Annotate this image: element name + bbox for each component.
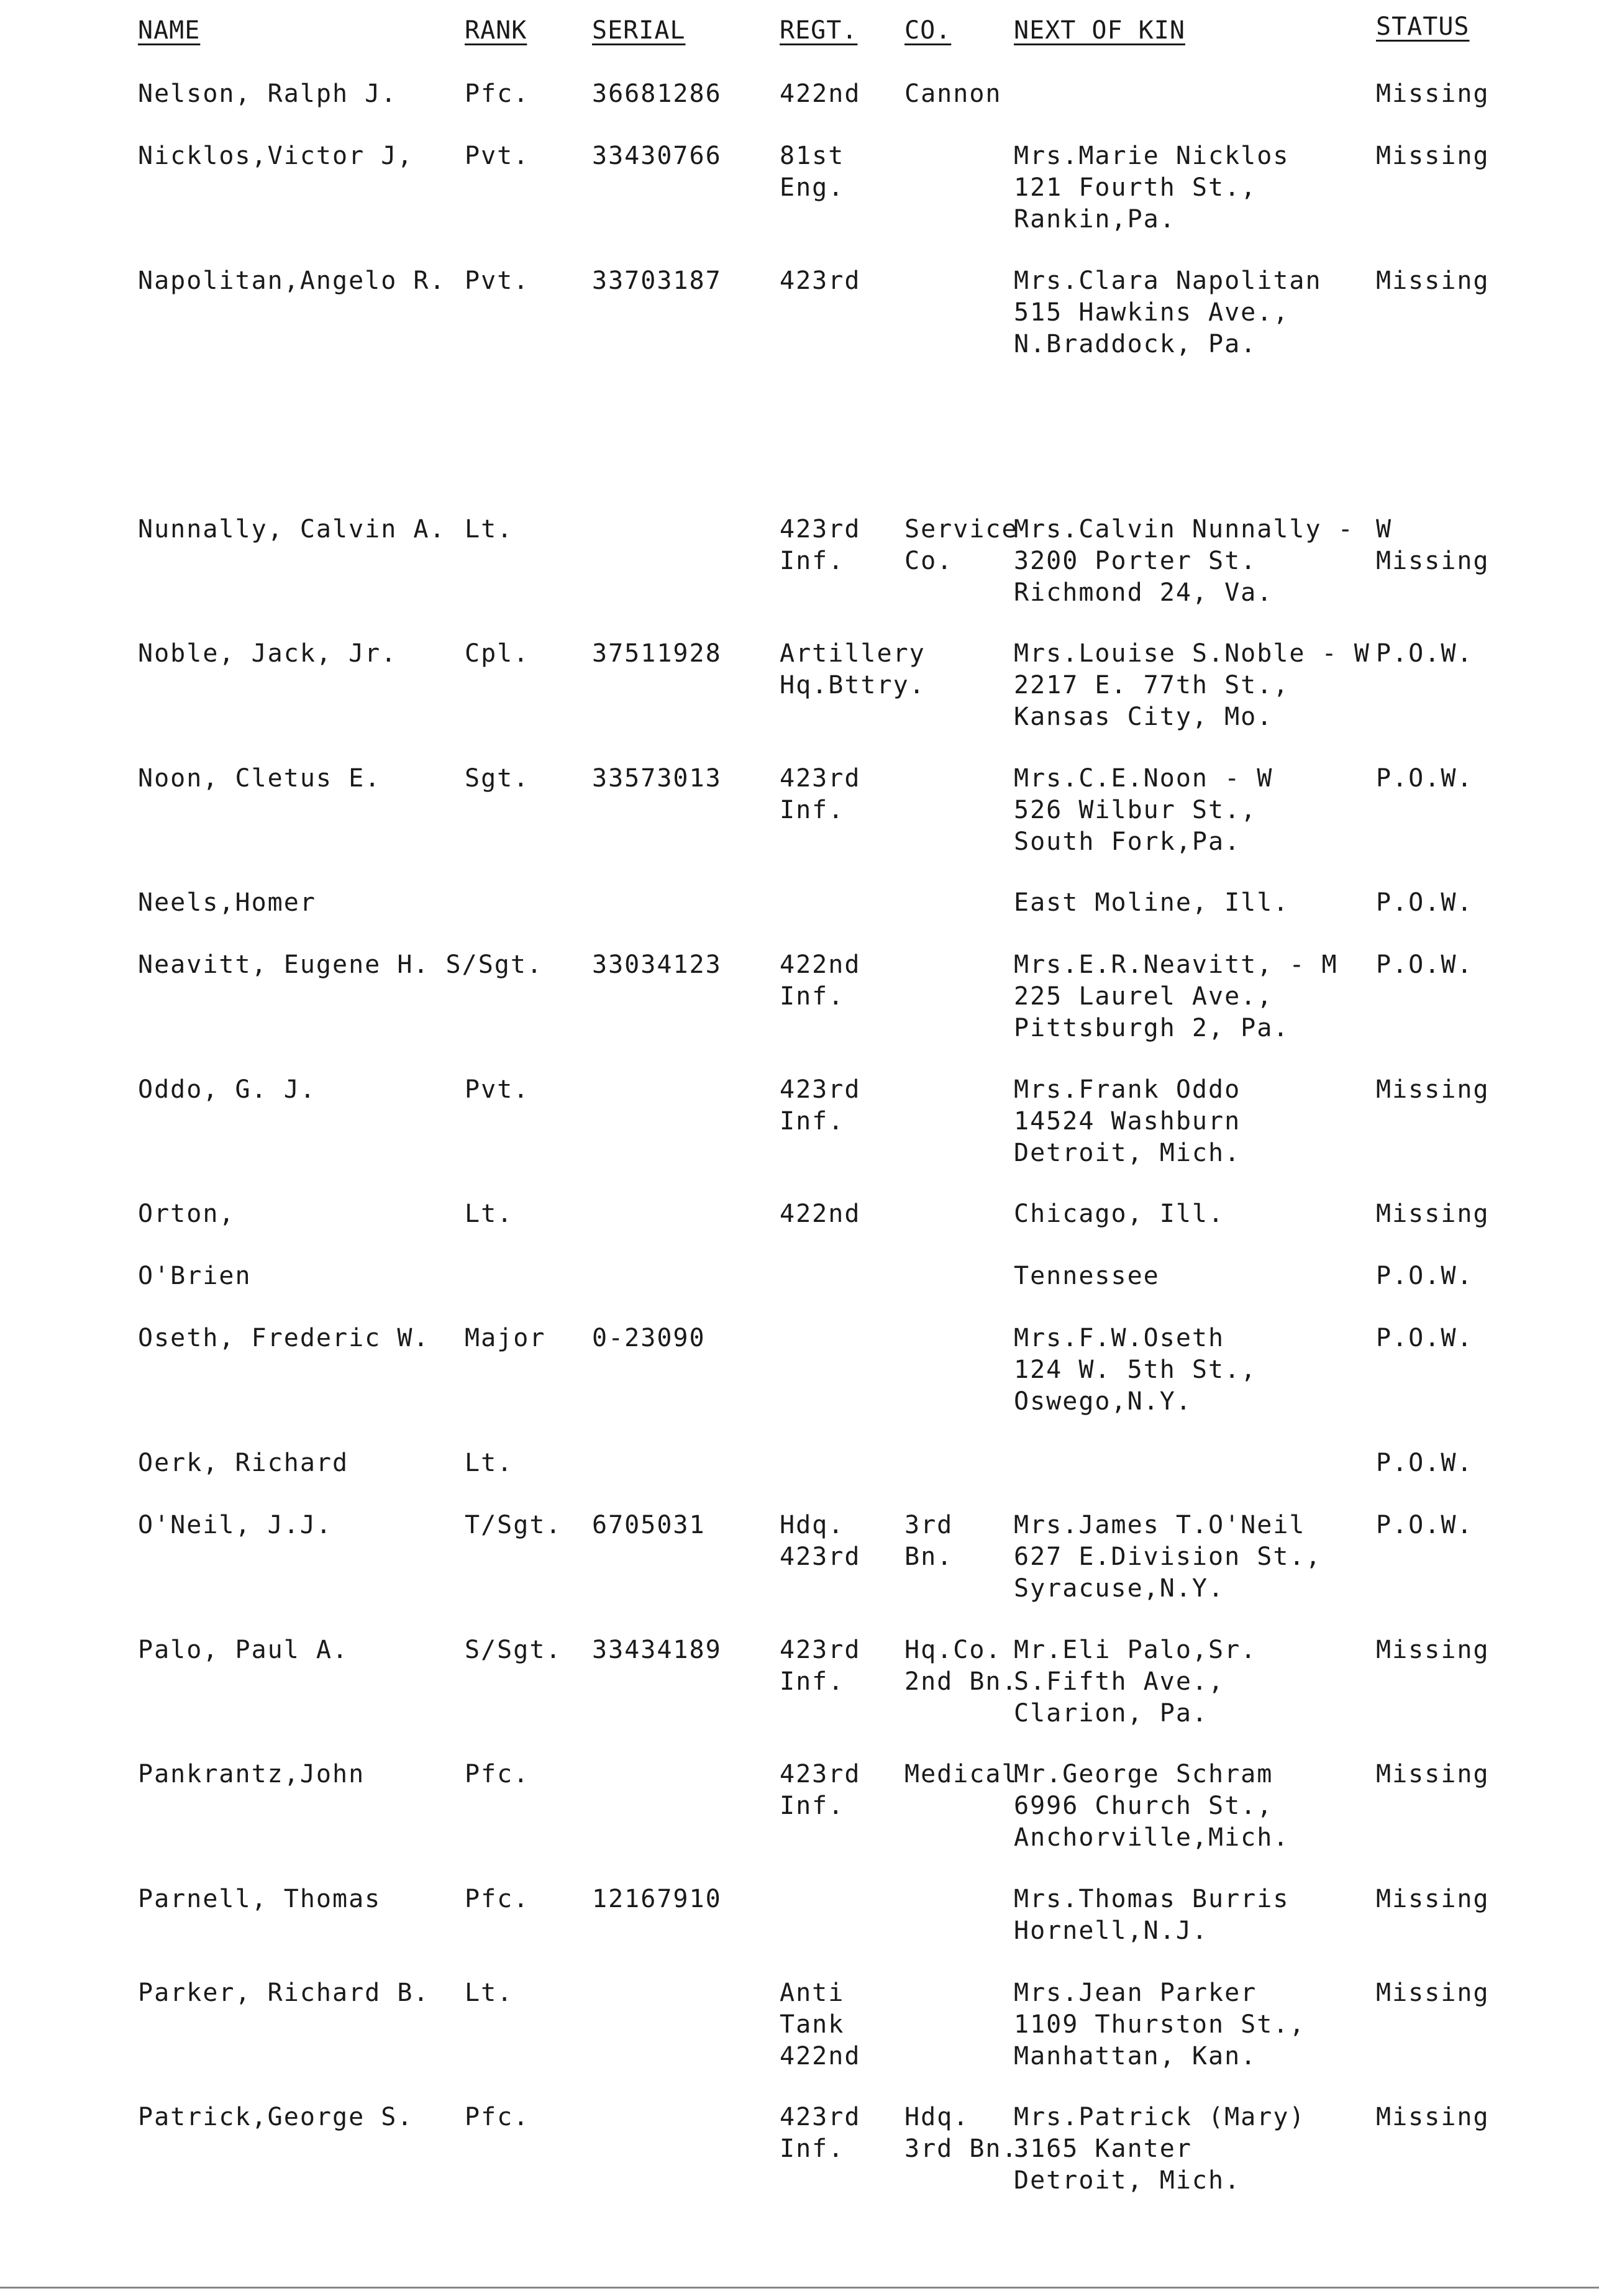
regt-cell-line: 422nd [780, 2042, 861, 2070]
co-cell-line: Service [904, 515, 1018, 544]
rank-cell: Lt. [465, 515, 514, 544]
header-rank: RANK [465, 16, 527, 45]
regt-cell-line: 423rd [780, 1760, 861, 1788]
status-cell [1376, 638, 1474, 670]
name-cell: Orton, [138, 1200, 235, 1228]
status-cell-line: P.O.W. [1376, 888, 1474, 917]
regt-cell-line: Artillery [780, 639, 926, 668]
rank-cell: Pvt. [465, 1075, 530, 1104]
next-of-kin-cell-line: South Fork,Pa. [1014, 827, 1241, 856]
regt-cell [780, 1977, 860, 2072]
co-cell [904, 1634, 1018, 1698]
rank-cell: Lt. [465, 1200, 514, 1228]
name-cell: Noble, Jack, Jr. [138, 639, 398, 668]
status-cell-line: P.O.W. [1376, 764, 1474, 793]
regt-cell [780, 1074, 860, 1137]
regt-cell-line: Inf. [780, 547, 845, 575]
next-of-kin-cell-line: 1109 Thurston St., [1014, 2010, 1306, 2039]
next-of-kin-cell-line: Mrs.Frank Oddo [1014, 1075, 1241, 1104]
next-of-kin-cell-line: Mrs.Calvin Nunnally - [1014, 515, 1354, 544]
status-cell [1376, 887, 1474, 919]
header-name: NAME [138, 16, 201, 45]
header-regt: REGT. [780, 16, 858, 45]
name-cell: Oerk, Richard [138, 1449, 349, 1477]
next-of-kin-cell-line: Hornell,N.J. [1014, 1916, 1208, 1945]
next-of-kin-cell-line: 124 W. 5th St., [1014, 1355, 1257, 1384]
co-cell [904, 1759, 1018, 1790]
rank-cell: T/Sgt. [465, 1511, 562, 1539]
status-cell-line: Missing [1376, 266, 1490, 295]
status-cell [1376, 78, 1490, 110]
regt-cell-line: 423rd [780, 1075, 861, 1104]
status-cell [1376, 1977, 1490, 2009]
regt-cell [780, 265, 860, 297]
status-cell-line: Missing [1376, 1885, 1490, 1913]
serial-cell: 33703187 [592, 266, 722, 295]
next-of-kin-cell-line: Mrs.Patrick (Mary) [1014, 2103, 1306, 2131]
next-of-kin-cell-line: 225 Laurel Ave., [1014, 982, 1273, 1011]
next-of-kin-cell-line: Mrs.C.E.Noon - W [1014, 764, 1273, 793]
next-of-kin-cell-line: 14524 Washburn [1014, 1107, 1241, 1136]
regt-cell-line: 81st [780, 142, 845, 170]
co-cell [904, 1510, 953, 1573]
status-cell-line: Missing [1376, 142, 1490, 170]
co-cell-line: 3rd Bn. [904, 2134, 1018, 2163]
status-cell [1376, 1074, 1490, 1106]
rank-cell: Pfc. [465, 80, 530, 108]
next-of-kin-cell-line: Detroit, Mich. [1014, 2166, 1241, 2195]
regt-cell [780, 763, 860, 826]
regt-cell-line: Inf. [780, 796, 845, 824]
regt-cell-line: Hq.Bttry. [780, 671, 926, 699]
status-cell [1376, 1759, 1490, 1790]
next-of-kin-cell-line: 526 Wilbur St., [1014, 796, 1257, 824]
header-co: CO. [904, 16, 952, 45]
regt-cell [780, 1510, 860, 1573]
status-cell [1376, 1447, 1474, 1479]
next-of-kin-cell-line: 627 E.Division St., [1014, 1542, 1322, 1571]
co-cell-line: Co. [904, 547, 954, 575]
next-of-kin-cell [1014, 140, 1289, 235]
serial-cell: 33034123 [592, 950, 722, 979]
next-of-kin-cell [1014, 514, 1354, 609]
status-cell [1376, 1260, 1474, 1292]
regt-cell [780, 1198, 860, 1230]
status-cell [1376, 2102, 1490, 2133]
co-cell-line: Cannon [904, 80, 1002, 108]
next-of-kin-cell [1014, 1510, 1322, 1605]
next-of-kin-cell [1014, 2102, 1305, 2197]
next-of-kin-cell-line: Mrs.F.W.Oseth [1014, 1324, 1225, 1352]
regt-cell-line: Inf. [780, 982, 845, 1011]
status-cell [1376, 1510, 1474, 1541]
regt-cell-line: 423rd [780, 764, 861, 793]
next-of-kin-cell-line: Rankin,Pa. [1014, 205, 1176, 234]
name-cell: Neavitt, Eugene H. S/Sgt. [138, 950, 544, 979]
next-of-kin-cell-line: Tennessee [1014, 1262, 1160, 1290]
status-cell [1376, 763, 1474, 795]
next-of-kin-cell-line: Mr.Eli Palo,Sr. [1014, 1636, 1257, 1664]
regt-cell-line: 423rd [780, 2103, 861, 2131]
next-of-kin-cell-line: 121 Fourth St., [1014, 173, 1257, 202]
name-cell: Oddo, G. J. [138, 1075, 316, 1104]
next-of-kin-cell-line: Mrs.Marie Nicklos [1014, 142, 1290, 170]
next-of-kin-cell-line: 2217 E. 77th St., [1014, 671, 1290, 699]
regt-cell-line: Hdq. [780, 1511, 845, 1539]
next-of-kin-cell [1014, 1323, 1257, 1418]
rank-cell: Major [465, 1324, 546, 1352]
serial-cell: 33434189 [592, 1636, 722, 1664]
rank-cell: Pvt. [465, 142, 530, 170]
status-cell-line: Missing [1376, 1760, 1490, 1788]
next-of-kin-cell [1014, 1074, 1241, 1169]
next-of-kin-cell-line: 515 Hawkins Ave., [1014, 298, 1290, 327]
name-cell: Parnell, Thomas [138, 1885, 381, 1913]
status-cell-line: Missing [1376, 2103, 1490, 2131]
serial-cell: 0-23090 [592, 1324, 706, 1352]
rank-cell: Pvt. [465, 266, 530, 295]
co-cell-line: 3rd [904, 1511, 954, 1539]
header-next-of-kin: NEXT OF KIN [1014, 16, 1185, 45]
next-of-kin-cell-line: Manhattan, Kan. [1014, 2042, 1257, 2070]
regt-cell-line: Anti [780, 1979, 845, 2007]
name-cell: Neels,Homer [138, 888, 316, 917]
rank-cell: S/Sgt. [465, 1636, 562, 1664]
name-cell: Oseth, Frederic W. [138, 1324, 430, 1352]
status-cell-line: Missing [1376, 1075, 1490, 1104]
regt-cell-line: Inf. [780, 1792, 845, 1820]
regt-cell [780, 638, 926, 701]
regt-cell [780, 514, 860, 577]
status-cell [1376, 1634, 1490, 1666]
rank-cell: Pfc. [465, 1760, 530, 1788]
co-cell [904, 2102, 1018, 2165]
next-of-kin-cell-line: East Moline, Ill. [1014, 888, 1290, 917]
regt-cell-line: 423rd [780, 1636, 861, 1664]
name-cell: Nelson, Ralph J. [138, 80, 398, 108]
rank-cell: Lt. [465, 1979, 514, 2007]
next-of-kin-cell [1014, 887, 1289, 919]
status-cell [1376, 949, 1474, 981]
header-status: STATUS [1376, 12, 1470, 41]
serial-cell: 33573013 [592, 764, 722, 793]
name-cell: O'Neil, J.J. [138, 1511, 332, 1539]
co-cell-line: Medical [904, 1760, 1018, 1788]
co-cell-line: Hq.Co. [904, 1636, 1002, 1664]
next-of-kin-cell-line: Kansas City, Mo. [1014, 703, 1273, 731]
next-of-kin-cell-line: Chicago, Ill. [1014, 1200, 1225, 1228]
next-of-kin-cell-line: S.Fifth Ave., [1014, 1667, 1225, 1696]
status-cell-line: P.O.W. [1376, 1262, 1474, 1290]
name-cell: O'Brien [138, 1262, 252, 1290]
serial-cell: 12167910 [592, 1885, 722, 1913]
co-cell [904, 78, 1002, 110]
next-of-kin-cell [1014, 1759, 1289, 1854]
next-of-kin-cell-line: Oswego,N.Y. [1014, 1387, 1192, 1416]
co-cell-line: Bn. [904, 1542, 954, 1571]
regt-cell-line: Inf. [780, 1107, 845, 1136]
status-cell-line: P.O.W. [1376, 639, 1474, 668]
regt-cell [780, 140, 844, 204]
next-of-kin-cell-line: 6996 Church St., [1014, 1792, 1273, 1820]
next-of-kin-cell-line: Syracuse,N.Y. [1014, 1574, 1225, 1603]
co-cell-line: Hdq. [904, 2103, 970, 2131]
co-cell-line: 2nd Bn. [904, 1667, 1018, 1696]
name-cell: Parker, Richard B. [138, 1979, 430, 2007]
next-of-kin-cell-line: Clarion, Pa. [1014, 1699, 1208, 1728]
regt-cell [780, 1634, 860, 1698]
status-cell-line: Missing [1376, 1200, 1490, 1228]
header-serial: SERIAL [592, 16, 686, 45]
regt-cell-line: Tank [780, 2010, 845, 2039]
status-cell-line: Missing [1376, 1636, 1490, 1664]
status-cell-line: P.O.W. [1376, 1511, 1474, 1539]
name-cell: Noon, Cletus E. [138, 764, 381, 793]
next-of-kin-cell-line: 3200 Porter St. [1014, 547, 1257, 575]
next-of-kin-cell-line: Mrs.Clara Napolitan [1014, 266, 1322, 295]
status-cell [1376, 1198, 1490, 1230]
next-of-kin-cell-line: Mrs.Jean Parker [1014, 1979, 1257, 2007]
regt-cell-line: Inf. [780, 1667, 845, 1696]
regt-cell-line: Eng. [780, 173, 845, 202]
serial-cell: 33430766 [592, 142, 722, 170]
rank-cell: Sgt. [465, 764, 530, 793]
regt-cell-line: 422nd [780, 80, 861, 108]
regt-cell [780, 1759, 860, 1822]
regt-cell-line: 422nd [780, 1200, 861, 1228]
next-of-kin-cell [1014, 1260, 1160, 1292]
name-cell: Patrick,George S. [138, 2103, 414, 2131]
next-of-kin-cell [1014, 638, 1370, 733]
status-cell-line: Missing [1376, 1979, 1490, 2007]
regt-cell-line: Inf. [780, 2134, 845, 2163]
regt-cell-line: 423rd [780, 266, 861, 295]
co-cell [904, 514, 1018, 577]
status-cell-line: W [1376, 515, 1393, 544]
name-cell: Nunnally, Calvin A. [138, 515, 446, 544]
status-cell [1376, 1323, 1474, 1354]
next-of-kin-cell-line: N.Braddock, Pa. [1014, 330, 1257, 358]
rank-cell: Lt. [465, 1449, 514, 1477]
status-cell [1376, 514, 1490, 577]
regt-cell-line: 423rd [780, 515, 861, 544]
next-of-kin-cell [1014, 1634, 1257, 1729]
name-cell: Napolitan,Angelo R. [138, 266, 446, 295]
status-cell-line: P.O.W. [1376, 1324, 1474, 1352]
next-of-kin-cell-line: Pittsburgh 2, Pa. [1014, 1014, 1290, 1042]
next-of-kin-cell-line: Mr.George Schram [1014, 1760, 1273, 1788]
name-cell: Nicklos,Victor J, [138, 142, 414, 170]
serial-cell: 37511928 [592, 639, 722, 668]
next-of-kin-cell-line: Mrs.Thomas Burris [1014, 1885, 1290, 1913]
page-bottom-edge [0, 2287, 1599, 2289]
status-cell [1376, 1884, 1490, 1915]
regt-cell [780, 949, 860, 1013]
rank-cell: Pfc. [465, 1885, 530, 1913]
next-of-kin-cell [1014, 1884, 1289, 1947]
next-of-kin-cell-line: Mrs.E.R.Neavitt, - M [1014, 950, 1338, 979]
status-cell-line: P.O.W. [1376, 950, 1474, 979]
status-cell-line: P.O.W. [1376, 1449, 1474, 1477]
status-cell [1376, 265, 1490, 297]
next-of-kin-cell-line: Detroit, Mich. [1014, 1139, 1241, 1167]
rank-cell: Pfc. [465, 2103, 530, 2131]
regt-cell-line: 423rd [780, 1542, 861, 1571]
next-of-kin-cell [1014, 1198, 1224, 1230]
next-of-kin-cell [1014, 949, 1338, 1044]
regt-cell [780, 78, 860, 110]
rank-cell: Cpl. [465, 639, 530, 668]
serial-cell: 36681286 [592, 80, 722, 108]
regt-cell [780, 2102, 860, 2165]
regt-cell-line: 422nd [780, 950, 861, 979]
name-cell: Pankrantz,John [138, 1760, 365, 1788]
status-cell-line: Missing [1376, 547, 1490, 575]
next-of-kin-cell-line: Mrs.Louise S.Noble - W [1014, 639, 1370, 668]
next-of-kin-cell-line: 3165 Kanter [1014, 2134, 1192, 2163]
next-of-kin-cell [1014, 1977, 1305, 2072]
next-of-kin-cell-line: Mrs.James T.O'Neil [1014, 1511, 1306, 1539]
next-of-kin-cell-line: Anchorville,Mich. [1014, 1823, 1290, 1852]
status-cell [1376, 140, 1490, 172]
status-cell-line: Missing [1376, 80, 1490, 108]
next-of-kin-cell [1014, 763, 1273, 858]
name-cell: Palo, Paul A. [138, 1636, 349, 1664]
next-of-kin-cell-line: Richmond 24, Va. [1014, 578, 1273, 607]
serial-cell: 6705031 [592, 1511, 706, 1539]
next-of-kin-cell [1014, 265, 1322, 360]
